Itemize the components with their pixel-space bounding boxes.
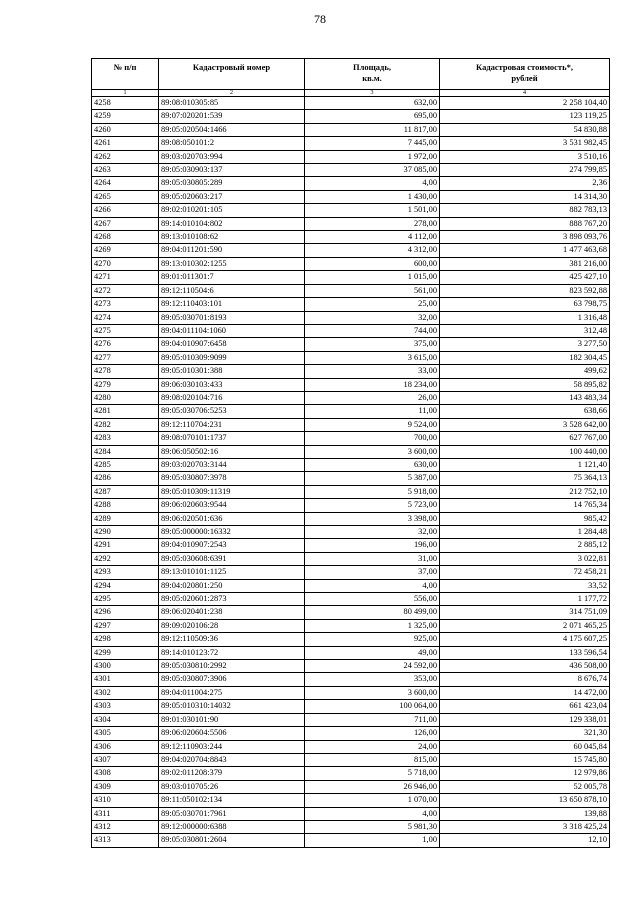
area-value: 744,00: [305, 324, 440, 337]
header-number: № п/п: [92, 59, 159, 90]
cost-value: 3 318 425,24: [440, 820, 610, 833]
area-value: 11 817,00: [305, 123, 440, 136]
cadastral-number: 89:05:010310:14032: [159, 700, 305, 713]
row-number: 4271: [92, 271, 159, 284]
cadastral-number: 89:05:030701:7961: [159, 807, 305, 820]
cadastral-number: 89:05:010309:11319: [159, 485, 305, 498]
cadastral-number: 89:05:010301:388: [159, 365, 305, 378]
header-cost: Кадастровая стоимость*, рублей: [440, 59, 610, 90]
cadastral-number: 89:08:010305:85: [159, 97, 305, 110]
cost-value: 1 477 463,68: [440, 244, 610, 257]
cost-value: 100 440,00: [440, 445, 610, 458]
table-row: [92, 150, 610, 163]
area-value: 80 499,00: [305, 606, 440, 619]
header-cadastral-number: Кадастровый номер: [159, 59, 305, 90]
table-row: [92, 298, 610, 311]
cost-value: 14 765,34: [440, 499, 610, 512]
row-number: 4272: [92, 284, 159, 297]
row-number: 4290: [92, 526, 159, 539]
table-row: [92, 123, 610, 136]
table-row: [92, 432, 610, 445]
cost-value: 14 472,00: [440, 686, 610, 699]
table-row: [92, 794, 610, 807]
area-value: 31,00: [305, 552, 440, 565]
row-number: 4262: [92, 150, 159, 163]
cadastral-number: 89:04:020801:250: [159, 579, 305, 592]
cadastral-number: 89:05:030903:137: [159, 164, 305, 177]
area-value: 3 600,00: [305, 445, 440, 458]
row-number: 4275: [92, 324, 159, 337]
cadastral-number: 89:04:010907:2543: [159, 539, 305, 552]
area-value: 600,00: [305, 257, 440, 270]
area-value: 126,00: [305, 727, 440, 740]
table-row: [92, 834, 610, 847]
table-row: [92, 351, 610, 364]
area-value: 925,00: [305, 633, 440, 646]
table-row: [92, 391, 610, 404]
cost-value: 888 767,20: [440, 217, 610, 230]
cost-value: 1 316,48: [440, 311, 610, 324]
row-number: 4269: [92, 244, 159, 257]
cadastral-number: 89:03:020703:994: [159, 150, 305, 163]
cadastral-number: 89:04:011104:1060: [159, 324, 305, 337]
row-number: 4291: [92, 539, 159, 552]
cost-value: 2 258 104,40: [440, 97, 610, 110]
cadastral-number: 89:06:030103:433: [159, 378, 305, 391]
area-value: 278,00: [305, 217, 440, 230]
area-value: 700,00: [305, 432, 440, 445]
area-value: 5 387,00: [305, 472, 440, 485]
area-value: 5 723,00: [305, 499, 440, 512]
cost-value: 182 304,45: [440, 351, 610, 364]
area-value: 632,00: [305, 97, 440, 110]
area-value: 26,00: [305, 391, 440, 404]
table-row: [92, 820, 610, 833]
cadastral-number: 89:12:110403:101: [159, 298, 305, 311]
table-row: [92, 257, 610, 270]
cost-value: 321,30: [440, 727, 610, 740]
row-number: 4277: [92, 351, 159, 364]
table-row: [92, 418, 610, 431]
cadastral-number: 89:05:030805:289: [159, 177, 305, 190]
area-value: 1 972,00: [305, 150, 440, 163]
area-value: 1 430,00: [305, 190, 440, 203]
row-number: 4295: [92, 593, 159, 606]
table-row: [92, 727, 610, 740]
cost-value: 274 799,85: [440, 164, 610, 177]
cadastral-number: 89:12:110704:231: [159, 418, 305, 431]
row-number: 4308: [92, 767, 159, 780]
area-value: 711,00: [305, 713, 440, 726]
area-value: 11,00: [305, 405, 440, 418]
row-number: 4301: [92, 673, 159, 686]
cadastral-number: 89:12:110903:244: [159, 740, 305, 753]
cost-value: 638,66: [440, 405, 610, 418]
area-value: 815,00: [305, 753, 440, 766]
cadastral-number: 89:13:010108:62: [159, 231, 305, 244]
cadastral-number: 89:06:020604:5506: [159, 727, 305, 740]
row-number: 4268: [92, 231, 159, 244]
area-value: 7 445,00: [305, 137, 440, 150]
cadastral-number: 89:05:000000:16332: [159, 526, 305, 539]
cost-value: 143 483,34: [440, 391, 610, 404]
table-row: [92, 606, 610, 619]
table-row: [92, 807, 610, 820]
area-value: 1 015,00: [305, 271, 440, 284]
cost-value: 985,42: [440, 512, 610, 525]
cadastral-number: 89:06:020603:9544: [159, 499, 305, 512]
header-area: Площадь, кв.м.: [305, 59, 440, 90]
cadastral-number: 89:05:030801:2604: [159, 834, 305, 847]
area-value: 1 070,00: [305, 794, 440, 807]
row-number: 4288: [92, 499, 159, 512]
table-row: [92, 713, 610, 726]
row-number: 4312: [92, 820, 159, 833]
area-value: 3 615,00: [305, 351, 440, 364]
cadastral-number: 89:05:020504:1466: [159, 123, 305, 136]
area-value: 37 085,00: [305, 164, 440, 177]
area-value: 32,00: [305, 526, 440, 539]
area-value: 196,00: [305, 539, 440, 552]
table-row: [92, 445, 610, 458]
table-row: [92, 177, 610, 190]
cost-value: 882 783,13: [440, 204, 610, 217]
row-number: 4310: [92, 794, 159, 807]
area-value: 4 112,00: [305, 231, 440, 244]
table-row: [92, 633, 610, 646]
row-number: 4287: [92, 485, 159, 498]
table-row: [92, 231, 610, 244]
table-row: [92, 244, 610, 257]
cadastral-number: 89:03:020703:3144: [159, 458, 305, 471]
area-value: 9 524,00: [305, 418, 440, 431]
row-number: 4276: [92, 338, 159, 351]
table-row: [92, 740, 610, 753]
table-row: [92, 619, 610, 632]
row-number: 4274: [92, 311, 159, 324]
column-index-row: [92, 90, 610, 97]
table-row: [92, 110, 610, 123]
cadastral-number: 89:05:020601:2873: [159, 593, 305, 606]
cost-value: 58 895,82: [440, 378, 610, 391]
table-row: [92, 190, 610, 203]
cadastral-number: 89:08:070101:1737: [159, 432, 305, 445]
cadastral-number: 89:05:030810:2992: [159, 660, 305, 673]
row-number: 4302: [92, 686, 159, 699]
cadastral-number: 89:05:030807:3906: [159, 673, 305, 686]
table-row: [92, 780, 610, 793]
area-value: 24,00: [305, 740, 440, 753]
row-number: 4278: [92, 365, 159, 378]
cadastral-number: 89:04:011201:590: [159, 244, 305, 257]
row-number: 4280: [92, 391, 159, 404]
row-number: 4265: [92, 190, 159, 203]
row-number: 4293: [92, 566, 159, 579]
row-number: 4300: [92, 660, 159, 673]
table-row: [92, 673, 610, 686]
table-row: [92, 365, 610, 378]
cost-value: 661 423,04: [440, 700, 610, 713]
table-row: [92, 204, 610, 217]
cost-value: 2,36: [440, 177, 610, 190]
cost-value: 12 979,86: [440, 767, 610, 780]
area-value: 561,00: [305, 284, 440, 297]
cost-value: 60 045,84: [440, 740, 610, 753]
cost-value: 425 427,10: [440, 271, 610, 284]
row-number: 4281: [92, 405, 159, 418]
table-row: [92, 485, 610, 498]
cost-value: 1 177,72: [440, 593, 610, 606]
table-row: [92, 646, 610, 659]
cost-value: 314 751,09: [440, 606, 610, 619]
area-value: 26 946,00: [305, 780, 440, 793]
cost-value: 436 508,00: [440, 660, 610, 673]
cadastral-number: 89:14:010104:802: [159, 217, 305, 230]
cadastral-number: 89:12:110509:36: [159, 633, 305, 646]
table-row: [92, 378, 610, 391]
area-value: 37,00: [305, 566, 440, 579]
table-row: [92, 324, 610, 337]
cost-value: 139,88: [440, 807, 610, 820]
cost-value: 3 277,50: [440, 338, 610, 351]
cadastral-number: 89:13:010302:1255: [159, 257, 305, 270]
cost-value: 72 458,21: [440, 566, 610, 579]
cost-value: 312,48: [440, 324, 610, 337]
cost-value: 381 216,00: [440, 257, 610, 270]
row-number: 4309: [92, 780, 159, 793]
row-number: 4311: [92, 807, 159, 820]
row-number: 4279: [92, 378, 159, 391]
cost-value: 63 798,75: [440, 298, 610, 311]
cadastral-number: 89:11:050102:134: [159, 794, 305, 807]
table-row: [92, 472, 610, 485]
cost-value: 2 885,12: [440, 539, 610, 552]
row-number: 4305: [92, 727, 159, 740]
cost-value: 212 752,10: [440, 485, 610, 498]
row-number: 4284: [92, 445, 159, 458]
table-row: [92, 566, 610, 579]
cost-value: 123 119,25: [440, 110, 610, 123]
table-row: [92, 539, 610, 552]
cost-value: 33,52: [440, 579, 610, 592]
row-number: 4258: [92, 97, 159, 110]
cost-value: 499,62: [440, 365, 610, 378]
cadastral-number: 89:12:000000:6388: [159, 820, 305, 833]
row-number: 4313: [92, 834, 159, 847]
cost-value: 12,10: [440, 834, 610, 847]
cadastral-number: 89:05:030701:8193: [159, 311, 305, 324]
area-value: 556,00: [305, 593, 440, 606]
row-number: 4267: [92, 217, 159, 230]
row-number: 4298: [92, 633, 159, 646]
area-value: 5 918,00: [305, 485, 440, 498]
area-value: 5 718,00: [305, 767, 440, 780]
row-number: 4273: [92, 298, 159, 311]
area-value: 353,00: [305, 673, 440, 686]
header-row: [92, 59, 610, 90]
row-number: 4283: [92, 432, 159, 445]
cadastral-number: 89:01:011301:7: [159, 271, 305, 284]
table-row: [92, 499, 610, 512]
row-number: 4285: [92, 458, 159, 471]
row-number: 4282: [92, 418, 159, 431]
area-value: 1,00: [305, 834, 440, 847]
table-row: [92, 686, 610, 699]
cadastral-number: 89:05:010309:9099: [159, 351, 305, 364]
cost-value: 3 531 982,45: [440, 137, 610, 150]
area-value: 4,00: [305, 177, 440, 190]
cadastral-number: 89:14:010123:72: [159, 646, 305, 659]
cost-value: 54 830,88: [440, 123, 610, 136]
page-number: 78: [314, 12, 326, 26]
table-row: [92, 338, 610, 351]
cadastral-number: 89:06:050502:16: [159, 445, 305, 458]
cost-value: 3 898 093,76: [440, 231, 610, 244]
area-value: 4 312,00: [305, 244, 440, 257]
row-number: 4266: [92, 204, 159, 217]
area-value: 4,00: [305, 807, 440, 820]
cost-value: 1 284,48: [440, 526, 610, 539]
row-number: 4296: [92, 606, 159, 619]
area-value: 18 234,00: [305, 378, 440, 391]
column-index: 3: [305, 90, 440, 97]
table-row: [92, 700, 610, 713]
cost-value: 3 528 642,00: [440, 418, 610, 431]
cadastral-number: 89:05:020603:217: [159, 190, 305, 203]
cadastral-number: 89:13:010101:1125: [159, 566, 305, 579]
row-number: 4292: [92, 552, 159, 565]
table-row: [92, 458, 610, 471]
table-row: [92, 311, 610, 324]
cadastral-number: 89:08:020104:716: [159, 391, 305, 404]
row-number: 4304: [92, 713, 159, 726]
row-number: 4294: [92, 579, 159, 592]
row-number: 4299: [92, 646, 159, 659]
cost-value: 129 338,01: [440, 713, 610, 726]
cadastral-number: 89:04:020704:8843: [159, 753, 305, 766]
table-row: [92, 271, 610, 284]
cadastral-table: [91, 58, 610, 848]
row-number: 4303: [92, 700, 159, 713]
area-value: 1 501,00: [305, 204, 440, 217]
table-row: [92, 660, 610, 673]
cadastral-number: 89:02:010201:105: [159, 204, 305, 217]
cadastral-number: 89:06:020501:636: [159, 512, 305, 525]
table-row: [92, 512, 610, 525]
area-value: 100 064,00: [305, 700, 440, 713]
cadastral-number: 89:05:030706:5253: [159, 405, 305, 418]
area-value: 49,00: [305, 646, 440, 659]
row-number: 4270: [92, 257, 159, 270]
row-number: 4307: [92, 753, 159, 766]
area-value: 630,00: [305, 458, 440, 471]
area-value: 3 600,00: [305, 686, 440, 699]
table-row: [92, 217, 610, 230]
cadastral-number: 89:07:020201:539: [159, 110, 305, 123]
row-number: 4261: [92, 137, 159, 150]
cadastral-number: 89:05:030608:6391: [159, 552, 305, 565]
cost-value: 627 767,00: [440, 432, 610, 445]
cost-value: 13 650 878,10: [440, 794, 610, 807]
table-row: [92, 753, 610, 766]
table-row: [92, 767, 610, 780]
row-number: 4297: [92, 619, 159, 632]
cost-value: 14 314,30: [440, 190, 610, 203]
area-value: 1 325,00: [305, 619, 440, 632]
cost-value: 3 510,16: [440, 150, 610, 163]
cadastral-number: 89:04:010907:6458: [159, 338, 305, 351]
area-value: 33,00: [305, 365, 440, 378]
cadastral-number: 89:03:010705:26: [159, 780, 305, 793]
column-index: 4: [440, 90, 610, 97]
cost-value: 823 592,88: [440, 284, 610, 297]
area-value: 4,00: [305, 579, 440, 592]
table-row: [92, 405, 610, 418]
area-value: 375,00: [305, 338, 440, 351]
cadastral-number: 89:02:011208:379: [159, 767, 305, 780]
area-value: 3 398,00: [305, 512, 440, 525]
row-number: 4289: [92, 512, 159, 525]
cost-value: 15 745,80: [440, 753, 610, 766]
table-row: [92, 552, 610, 565]
area-value: 695,00: [305, 110, 440, 123]
table-row: [92, 137, 610, 150]
cadastral-number: 89:08:050101:2: [159, 137, 305, 150]
row-number: 4260: [92, 123, 159, 136]
column-index: 1: [92, 90, 159, 97]
row-number: 4263: [92, 164, 159, 177]
cadastral-number: 89:04:011004:275: [159, 686, 305, 699]
area-value: 32,00: [305, 311, 440, 324]
cost-value: 133 596,54: [440, 646, 610, 659]
cadastral-number: 89:05:030807:3978: [159, 472, 305, 485]
cost-value: 4 175 607,25: [440, 633, 610, 646]
table-row: [92, 284, 610, 297]
cost-value: 2 071 465,25: [440, 619, 610, 632]
table-row: [92, 97, 610, 110]
cadastral-number: 89:01:030101:90: [159, 713, 305, 726]
area-value: 5 981,30: [305, 820, 440, 833]
cadastral-number: 89:06:020401:238: [159, 606, 305, 619]
table-row: [92, 593, 610, 606]
cadastral-number: 89:09:020106:28: [159, 619, 305, 632]
area-value: 24 592,00: [305, 660, 440, 673]
cost-value: 52 005,78: [440, 780, 610, 793]
area-value: 25,00: [305, 298, 440, 311]
row-number: 4286: [92, 472, 159, 485]
row-number: 4264: [92, 177, 159, 190]
table-row: [92, 579, 610, 592]
cost-value: 8 676,74: [440, 673, 610, 686]
row-number: 4306: [92, 740, 159, 753]
cost-value: 1 121,40: [440, 458, 610, 471]
cost-value: 3 022,81: [440, 552, 610, 565]
column-index: 2: [159, 90, 305, 97]
row-number: 4259: [92, 110, 159, 123]
table-row: [92, 526, 610, 539]
cadastral-number: 89:12:110504:6: [159, 284, 305, 297]
table-row: [92, 164, 610, 177]
cost-value: 75 364,13: [440, 472, 610, 485]
